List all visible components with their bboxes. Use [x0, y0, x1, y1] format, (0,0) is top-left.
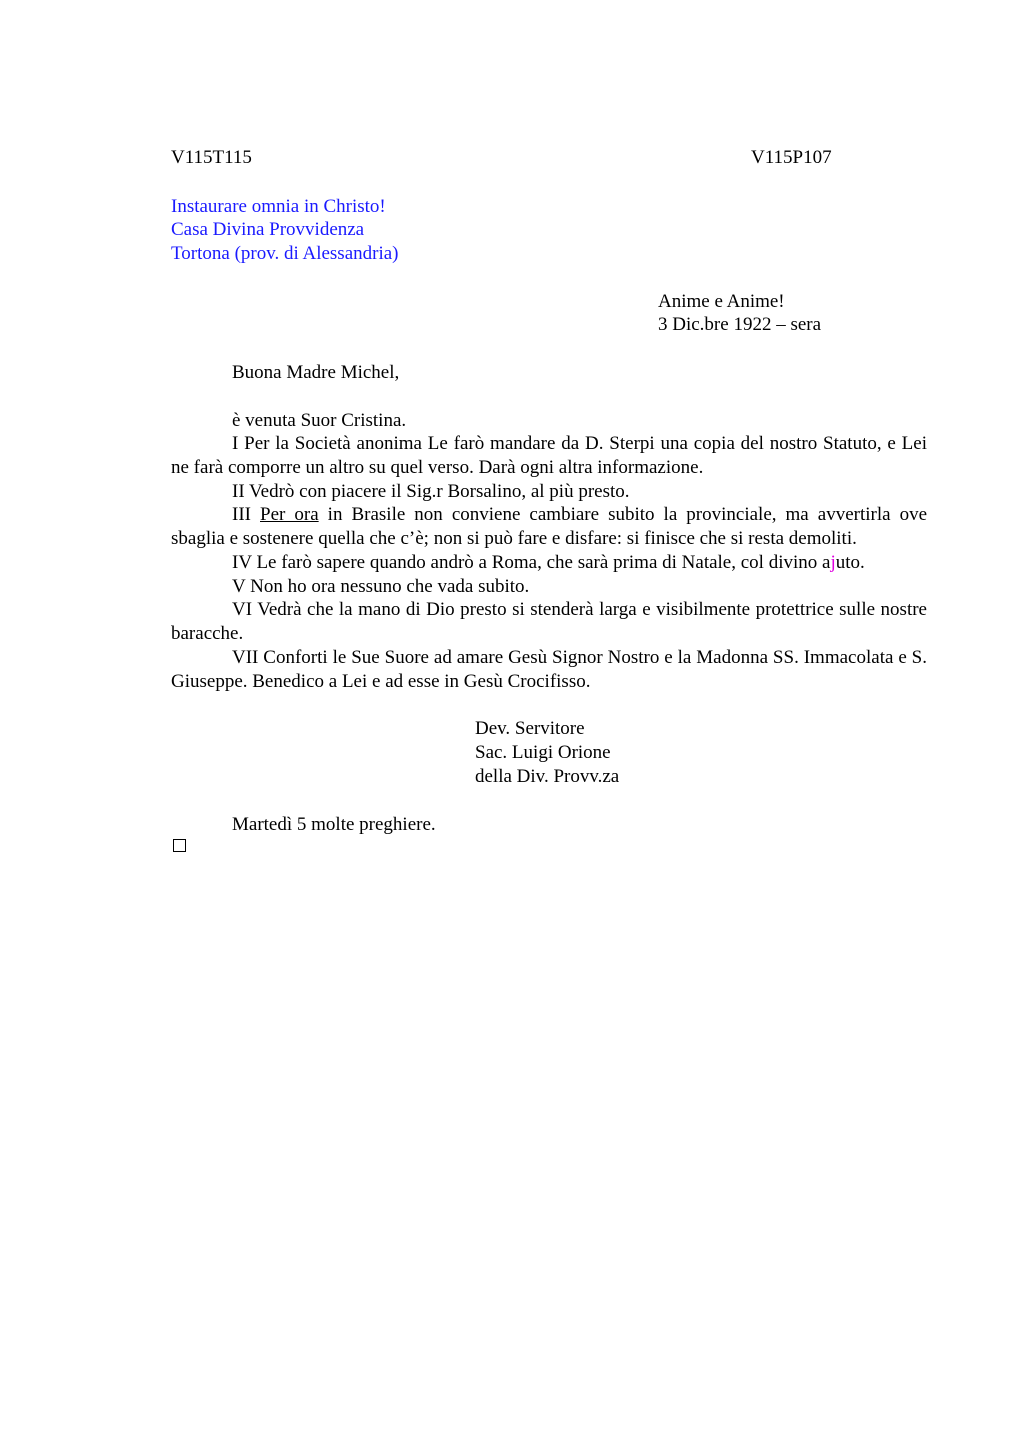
letterhead-motto: Instaurare omnia in Christo!: [171, 196, 386, 217]
point-7: VII Conforti le Sue Suore ad amare Gesù Signor Nostro e la Madonna SS. Immacolata e S. Giuseppe. Benedico a Lei e ad esse in Gesù Crocifisso.: [171, 647, 927, 692]
point-3-rest: in Brasile non conviene cambiare subito la provinciale, ma avvertirla ove sbaglia e sostenere quella che c’è; non si può fare e disfare: si finisce che si resta demoliti.: [171, 504, 928, 549]
point-3-prefix: III: [232, 504, 261, 525]
point-4-text: IV Le farò sapere quando andrò a Roma, che sarà prima di Natale, col divino a: [232, 552, 831, 573]
signature-name: Sac. Luigi Orione: [475, 742, 611, 763]
point-6: VI Vedrà che la mano di Dio presto si stenderà larga e visibilmente protettrice sulle nostre baracche.: [171, 599, 927, 644]
postscript: Martedì 5 molte preghiere.: [232, 814, 436, 835]
body-opening: è venuta Suor Cristina.: [232, 410, 407, 431]
point-1: I Per la Società anonima Le farò mandare da D. Sterpi una copia del nostro Statuto, e Lei ne farà comporre un altro su quel verso. Darà ogni altra informazione.: [171, 433, 927, 478]
point-4-highlight: j: [830, 552, 836, 573]
point-4-end: uto.: [835, 552, 865, 573]
checkbox-square-icon: [173, 839, 186, 852]
dateline-exclamation: Anime e Anime!: [658, 291, 785, 312]
letterhead-location: Tortona (prov. di Alessandria): [171, 243, 399, 264]
document-code-right: V115P107: [751, 147, 832, 168]
point-3-underlined: Per ora: [260, 504, 319, 525]
point-3: [171, 503, 927, 551]
point-4: [232, 551, 865, 574]
signature-title: della Div. Provv.za: [475, 766, 620, 787]
document-code-left: V115T115: [171, 147, 252, 168]
dateline-date: 3 Dic.bre 1922 – sera: [658, 314, 822, 335]
point-5: V Non ho ora nessuno che vada subito.: [232, 576, 530, 597]
point-2: II Vedrò con piacere il Sig.r Borsalino, al più presto.: [232, 481, 630, 502]
greeting: Buona Madre Michel,: [232, 362, 400, 383]
letterhead-house: Casa Divina Provvidenza: [171, 219, 365, 240]
signature-closing: Dev. Servitore: [475, 718, 585, 739]
